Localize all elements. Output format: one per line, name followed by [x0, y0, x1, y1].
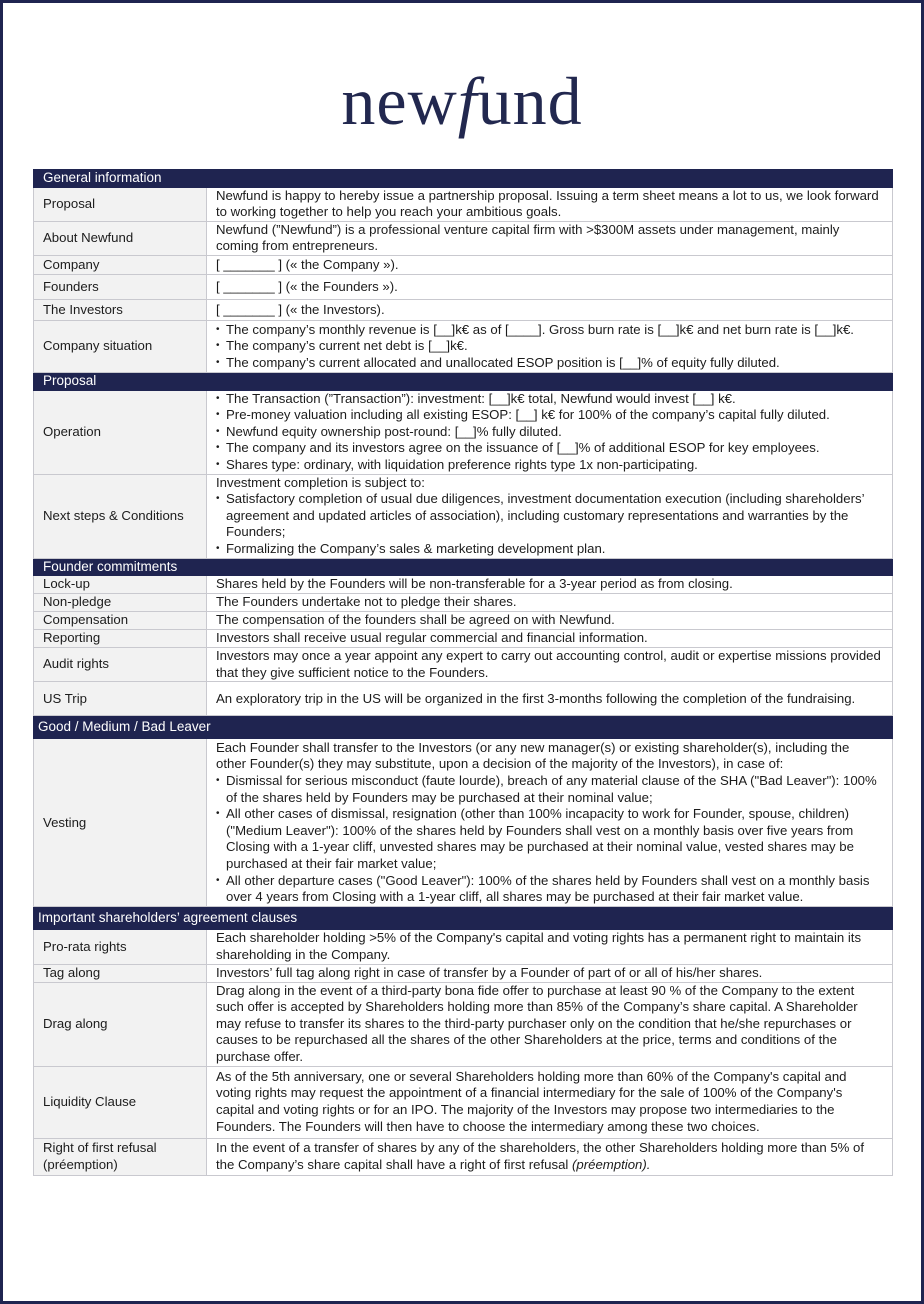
- section-header-general: General information: [34, 170, 893, 188]
- row-first-refusal: [34, 1138, 893, 1175]
- row-company: [34, 255, 893, 274]
- newfund-logo: newfund: [341, 63, 583, 139]
- row-audit-rights: [34, 648, 893, 682]
- row-label: Compensation: [34, 612, 207, 630]
- row-label: Proposal: [34, 187, 207, 221]
- bullet-list: [216, 391, 883, 474]
- list-item: • Newfund equity ownership post-round: [__]% fully diluted.: [226, 424, 883, 441]
- row-value: [207, 390, 893, 474]
- row-value: As of the 5th anniversary, one or several Shareholders holding more than 60% of the Company's capital and voting rights may request the appointment of a financial intermediary for the sale of 100% of the Company's capital and voting rights or for an IPO. The majority of the Investors may propose two intermediaries to the Founders. The Founders will then have to choose the intermediary among these two choices.: [207, 1066, 893, 1138]
- row-label: Right of first refusal (préemption): [34, 1138, 207, 1175]
- row-label: US Trip: [34, 682, 207, 716]
- bullet-list: [216, 322, 883, 372]
- row-value: Newfund (”Newfund”) is a professional venture capital firm with >$300M assets under management, mainly coming from entrepreneurs.: [207, 221, 893, 255]
- row-value: [207, 739, 893, 907]
- row-intro: Each Founder shall transfer to the Investors (or any new manager(s) or existing shareholder(s), including the other Founder(s) they may substitute, upon a decision of the majority of the Investors), in case of:: [216, 739, 850, 772]
- row-label: Operation: [34, 390, 207, 474]
- row-label: Drag along: [34, 982, 207, 1066]
- row-compensation: [34, 612, 893, 630]
- row-label: Vesting: [34, 739, 207, 907]
- row-label: Audit rights: [34, 648, 207, 682]
- row-lockup: [34, 576, 893, 594]
- section-header-proposal: Proposal: [34, 372, 893, 390]
- row-value: The Founders undertake not to pledge their shares.: [207, 594, 893, 612]
- row-label: Tag along: [34, 964, 207, 982]
- list-item: • The Transaction (”Transaction”): investment: [__]k€ total, Newfund would invest [__] k€.: [226, 391, 883, 408]
- list-item: • The company’s current allocated and unallocated ESOP position is [__]% of equity fully diluted.: [226, 355, 883, 372]
- row-us-trip: [34, 682, 893, 716]
- section-header-founder: Founder commitments: [34, 558, 893, 576]
- row-vesting: [34, 739, 893, 907]
- row-label: Reporting: [34, 630, 207, 648]
- row-company-situation: [34, 320, 893, 372]
- row-value: Newfund is happy to hereby issue a partnership proposal. Issuing a term sheet means a lot to us, we look forward to working together to help you reach your ambitious goals.: [207, 187, 893, 221]
- row-value: Drag along in the event of a third-party bona fide offer to purchase at least 90 % of the Company to the extent such offer is accepted by Shareholders holding more than 85% of the Company’s share capital. A Shareholder may refuse to transfer its shares to the third-party purchaser only on the condition that he/she repurchases or causes to be repurchased all the shares of the other Shareholders at the price, terms and conditions of the purchase offer.: [207, 982, 893, 1066]
- row-value: An exploratory trip in the US will be organized in the first 3-months following the completion of the fundraising.: [207, 682, 893, 716]
- row-value: [207, 474, 893, 558]
- row-label: Lock-up: [34, 576, 207, 594]
- row-reporting: [34, 630, 893, 648]
- row-intro: Investment completion is subject to:: [216, 474, 425, 490]
- list-item: • The company’s monthly revenue is [__]k€ as of [____]. Gross burn rate is [__]k€ and net burn rate is [__]k€.: [226, 322, 883, 339]
- list-item: • All other departure cases ("Good Leaver"): 100% of the shares held by Founders shall vest on a monthly basis over 4 years from Closing with a 1-year cliff, all shares may be purchased at their fair market value.: [226, 873, 883, 906]
- row-label: Company: [34, 255, 207, 274]
- row-value: Shares held by the Founders will be non-transferable for a 3-year period as from closing.: [207, 576, 893, 594]
- row-label: About Newfund: [34, 221, 207, 255]
- list-item: • Satisfactory completion of usual due diligences, investment documentation execution (including shareholders’ agreement and updated articles of association), including customary representations and warranties by the Founders;: [226, 491, 883, 541]
- row-nonpledge: [34, 594, 893, 612]
- row-proposal: [34, 187, 893, 221]
- list-item: • All other cases of dismissal, resignation (other than 100% incapacity to work for Founder, spouse, children) ("Medium Leaver"): 100% of the shares held by Founders shall vest on a monthly basis over five years from Closing with a 1-year cliff, unvested shares may be purchased at their nominal value, vested shares may be purchased at their fair market value;: [226, 806, 883, 872]
- list-item: • The company and its investors agree on the issuance of [__]% of additional ESOP for key employees.: [226, 440, 883, 457]
- row-label: Non-pledge: [34, 594, 207, 612]
- row-value: Each shareholder holding >5% of the Company's capital and voting rights has a permanent right to maintain its shareholding in the Company.: [207, 930, 893, 964]
- row-value: [ _______ ] (« the Investors).: [207, 299, 893, 320]
- row-label: Liquidity Clause: [34, 1066, 207, 1138]
- list-item: • Pre-money valuation including all existing ESOP: [__] k€ for 100% of the company’s capital fully diluted.: [226, 407, 883, 424]
- row-prorata: [34, 930, 893, 964]
- row-value: Investors shall receive usual regular commercial and financial information.: [207, 630, 893, 648]
- list-item: • The company’s current net debt is [__]k€.: [226, 338, 883, 355]
- row-about-newfund: [34, 221, 893, 255]
- row-value: [ _______ ] (« the Company »).: [207, 255, 893, 274]
- term-sheet-table: [33, 169, 893, 1176]
- row-label: Pro-rata rights: [34, 930, 207, 964]
- list-item: • Shares type: ordinary, with liquidation preference rights type 1x non-participating.: [226, 457, 883, 474]
- row-label: The Investors: [34, 299, 207, 320]
- row-value: [207, 1138, 893, 1175]
- row-value: [207, 320, 893, 372]
- section-header-clauses: Important shareholders’ agreement clauses: [34, 907, 893, 930]
- row-next-steps: [34, 474, 893, 558]
- row-label: Founders: [34, 274, 207, 299]
- row-value: The compensation of the founders shall be agreed on with Newfund.: [207, 612, 893, 630]
- row-label: Next steps & Conditions: [34, 474, 207, 558]
- row-investors: [34, 299, 893, 320]
- row-liquidity: [34, 1066, 893, 1138]
- section-header-leaver: Good / Medium / Bad Leaver: [34, 716, 893, 739]
- row-drag-along: [34, 982, 893, 1066]
- list-item: • Dismissal for serious misconduct (faute lourde), breach of any material clause of the SHA ("Bad Leaver"): 100% of the shares held by Founders may be purchased at their nominal value;: [226, 773, 883, 806]
- rofr-italic: (préemption).: [572, 1156, 651, 1172]
- rofr-text: In the event of a transfer of shares by any of the shareholders, the other Shareholders holding more than 5% of the Company’s share capital shall have a right of first refusal: [216, 1139, 865, 1172]
- row-value: [ _______ ] (« the Founders »).: [207, 274, 893, 299]
- row-founders: [34, 274, 893, 299]
- row-value: Investors may once a year appoint any expert to carry out accounting control, audit or expertise missions provided that they give sufficient notice to the Founders.: [207, 648, 893, 682]
- bullet-list: [216, 773, 883, 906]
- row-label: Company situation: [34, 320, 207, 372]
- row-tag-along: [34, 964, 893, 982]
- row-operation: [34, 390, 893, 474]
- bullet-list: [216, 491, 883, 557]
- list-item: • Formalizing the Company’s sales & marketing development plan.: [226, 541, 883, 558]
- row-value: Investors’ full tag along right in case of transfer by a Founder of part of or all of his/her shares.: [207, 964, 893, 982]
